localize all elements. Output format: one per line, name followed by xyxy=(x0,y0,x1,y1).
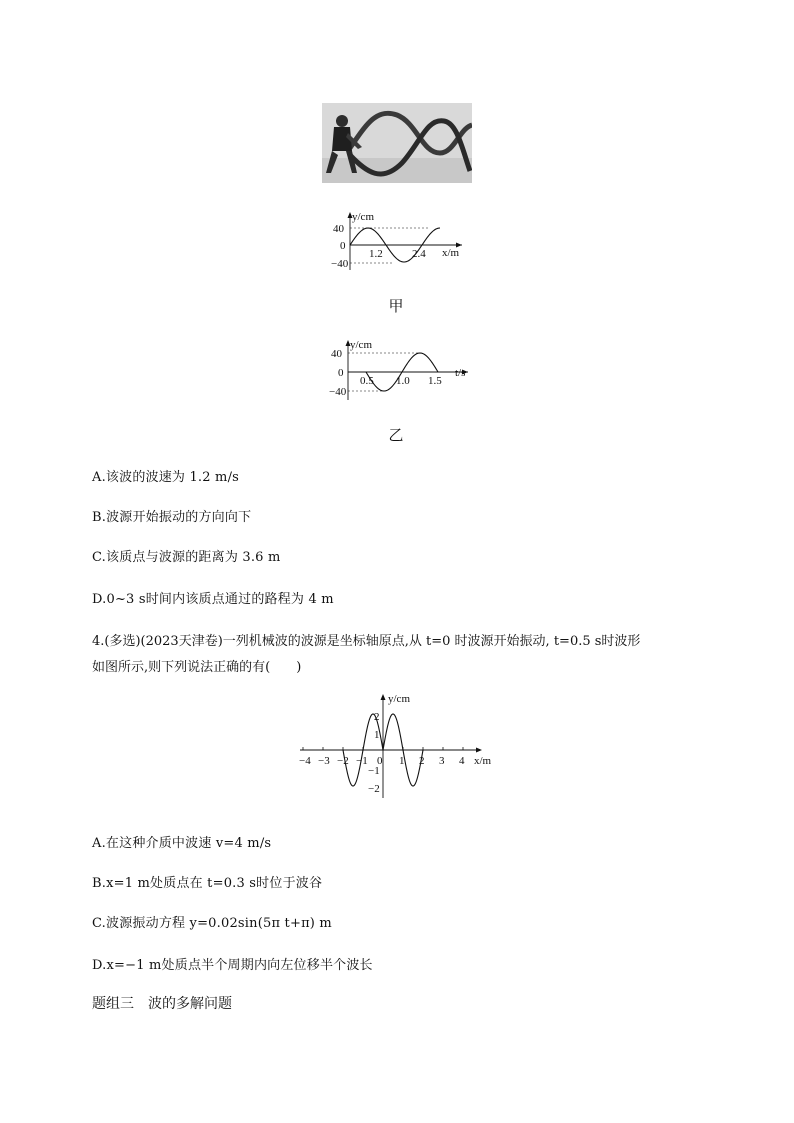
q4-xtick: −4 xyxy=(299,755,311,767)
q4-xtick: −3 xyxy=(318,755,330,767)
q3-option-c: C.该质点与波源的距离为 3.6 m xyxy=(92,550,281,565)
q4-ytick: 1 xyxy=(374,729,380,741)
q4-ytick: −2 xyxy=(368,783,380,795)
yi-xlabel: t/s xyxy=(455,367,466,379)
q3-option-b: B.波源开始振动的方向向下 xyxy=(92,510,252,525)
yi-ytick: −40 xyxy=(329,386,347,398)
figure-jia-graph xyxy=(330,208,470,272)
jia-xtick: 2.4 xyxy=(412,248,426,260)
battle-rope-photo xyxy=(322,103,472,183)
jia-ytick: 40 xyxy=(333,223,344,235)
yi-xtick: 1.5 xyxy=(428,375,442,387)
yi-ytick: 0 xyxy=(338,367,344,379)
q4-xtick: 3 xyxy=(439,755,445,767)
figure-yi-caption: 乙 xyxy=(388,426,404,444)
q4-wave-graph xyxy=(296,690,496,800)
q4-xtick: −1 xyxy=(356,755,368,767)
section-heading: 题组三 波的多解问题 xyxy=(92,996,232,1012)
figure-jia-caption: 甲 xyxy=(388,297,404,315)
q4-option-a: A.在这种介质中波速 v=4 m/s xyxy=(92,836,272,851)
jia-xlabel: x/m xyxy=(442,247,460,259)
jia-ylabel: y/cm xyxy=(352,211,374,223)
q3-option-a: A.该波的波速为 1.2 m/s xyxy=(92,470,240,485)
yi-xtick: 1.0 xyxy=(396,375,410,387)
q4-stem-line1: 4.(多选)(2023天津卷)一列机械波的波源是坐标轴原点,从 t=0 时波源开始振动, t=0.5 s时波形 xyxy=(92,634,641,649)
jia-xtick: 1.2 xyxy=(369,248,383,260)
q4-option-d: D.x=−1 m处质点半个周期内向左位移半个波长 xyxy=(92,958,373,973)
q3-option-d: D.0~3 s时间内该质点通过的路程为 4 m xyxy=(92,592,334,607)
q4-ytick: −1 xyxy=(368,765,380,777)
q4-xtick: 2 xyxy=(419,755,425,767)
q4-xtick: 0 xyxy=(377,755,383,767)
yi-xtick: 0.5 xyxy=(360,375,374,387)
q4-ylabel: y/cm xyxy=(388,693,410,705)
q4-xtick: 1 xyxy=(399,755,405,767)
q4-xtick: 4 xyxy=(459,755,465,767)
figure-yi-graph xyxy=(328,338,478,402)
yi-ylabel: y/cm xyxy=(350,339,372,351)
q4-xtick: −2 xyxy=(337,755,349,767)
jia-ytick: 0 xyxy=(340,240,346,252)
q4-ytick: 2 xyxy=(374,711,380,723)
q4-stem-line2: 如图所示,则下列说法正确的有( ) xyxy=(92,660,302,675)
q4-xlabel: x/m xyxy=(474,755,492,767)
q4-option-c: C.波源振动方程 y=0.02sin(5π t+π) m xyxy=(92,916,332,931)
q4-option-b: B.x=1 m处质点在 t=0.3 s时位于波谷 xyxy=(92,876,323,891)
jia-ytick: −40 xyxy=(331,258,349,270)
yi-ytick: 40 xyxy=(331,348,342,360)
